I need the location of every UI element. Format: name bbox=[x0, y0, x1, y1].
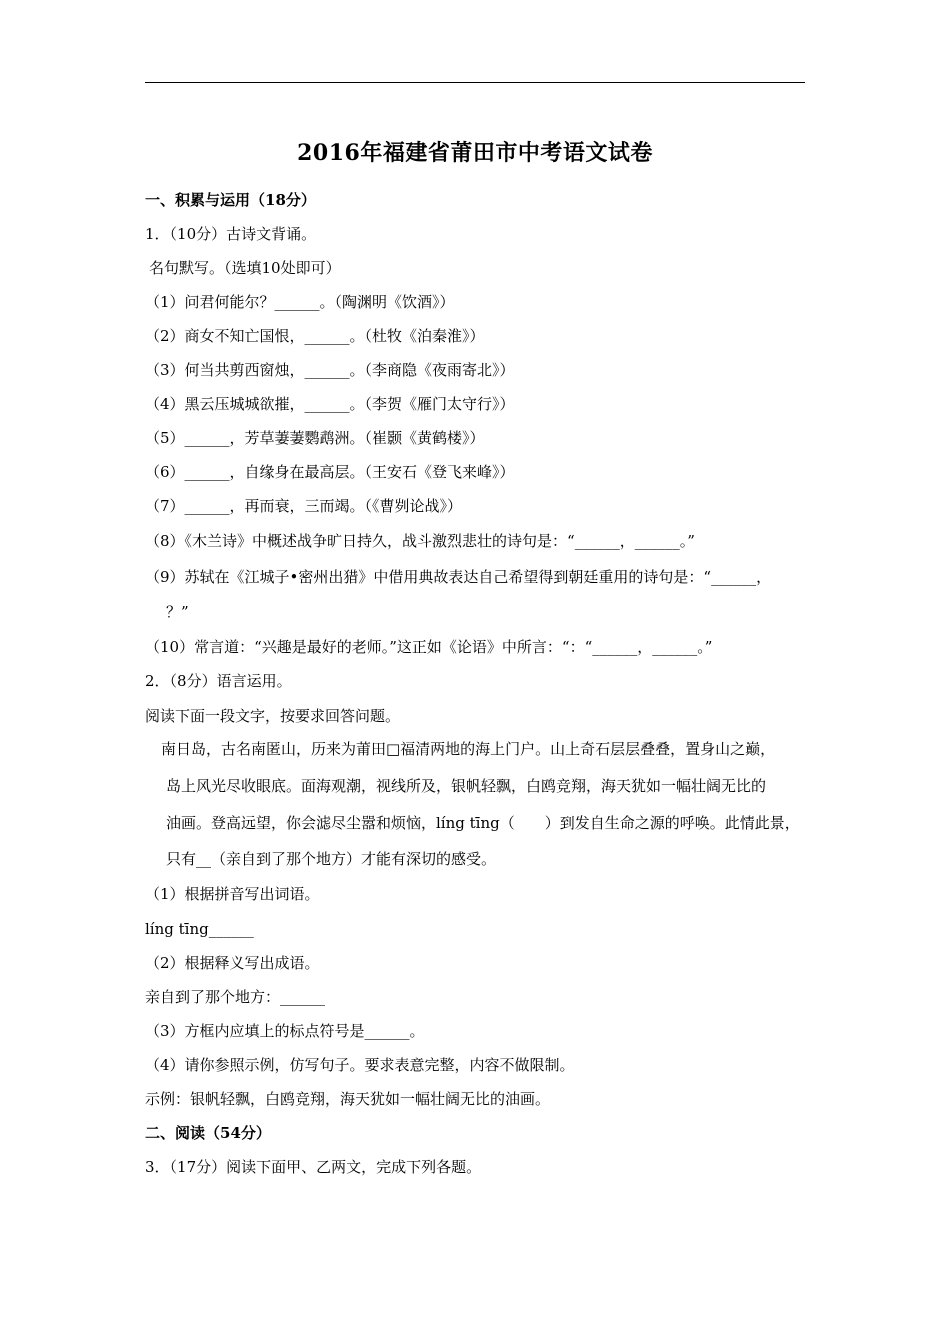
sub-question-2: （2）根据释义写出成语。 bbox=[145, 954, 320, 972]
recitation-item: （3）何当共剪西窗烛，______。（李商隐《夜雨寄北》） bbox=[145, 361, 515, 379]
passage-line: 南日岛，古名南匿山，历来为莆田□福清两地的海上门户。山上奇石层层叠叠，置身山之巅， bbox=[161, 740, 776, 758]
passage-line: 只有__（亲自到了那个地方）才能有深切的感受。 bbox=[166, 850, 497, 868]
sub-question-1-answer: líng tīng______ bbox=[145, 920, 254, 938]
recitation-item-continuation: ？” bbox=[166, 603, 189, 621]
recitation-item: （7）______，再而衰，三而竭。（《曹刿论战》） bbox=[145, 497, 463, 515]
header-rule bbox=[145, 82, 805, 83]
sub-question-4: （4）请你参照示例，仿写句子。要求表意完整，内容不做限制。 bbox=[145, 1056, 575, 1074]
recitation-item: （5）______，芳草萋萋鹦鹉洲。（崔颢《黄鹤楼》） bbox=[145, 429, 485, 447]
page-title: 2016年福建省莆田市中考语文试卷 bbox=[297, 140, 653, 166]
passage-line: 油画。登高远望，你会滤尽尘嚣和烦恼，líng tīng（ ）到发自生命之源的呼唤。此情此景， bbox=[166, 814, 800, 832]
sub-question-3: （3）方框内应填上的标点符号是______。 bbox=[145, 1022, 425, 1040]
question-2-instruction: 阅读下面一段文字，按要求回答问题。 bbox=[145, 707, 401, 725]
question-2-header: 2．（8分）语言运用。 bbox=[145, 672, 292, 690]
question-1-header: 1．（10分）古诗文背诵。 bbox=[145, 225, 317, 243]
question-1-instruction: 名句默写。（选填10处即可） bbox=[149, 259, 341, 277]
sub-question-1: （1）根据拼音写出词语。 bbox=[145, 885, 320, 903]
section-heading-accumulation: 一、积累与运用（18分） bbox=[145, 191, 316, 209]
recitation-item: （9）苏轼在《江城子•密州出猎》中借用典故表达自己希望得到朝廷重用的诗句是：“______， bbox=[145, 568, 772, 586]
passage-line: 岛上风光尽收眼底。面海观潮，视线所及，银帆轻飘，白鸥竞翔，海天犹如一幅壮阔无比的 bbox=[166, 777, 767, 795]
recitation-item: （6）______，自缘身在最高层。（王安石《登飞来峰》） bbox=[145, 463, 515, 481]
example-sentence: 示例：银帆轻飘，白鸥竞翔，海天犹如一幅壮阔无比的油画。 bbox=[145, 1090, 551, 1108]
recitation-item: （4）黑云压城城欲摧，______。（李贺《雁门太守行》） bbox=[145, 395, 515, 413]
recitation-item: （8）《木兰诗》中概述战争旷日持久，战斗激烈悲壮的诗句是：“______，______。” bbox=[145, 532, 695, 550]
recitation-item: （1）问君何能尔？______。（陶渊明《饮酒》） bbox=[145, 293, 455, 311]
recitation-item: （10）常言道：“兴趣是最好的老师。”这正如《论语》中所言：“：“______，______。” bbox=[145, 638, 713, 656]
section-heading-reading: 二、阅读（54分） bbox=[145, 1124, 271, 1142]
sub-question-2-answer: 亲自到了那个地方：______ bbox=[145, 988, 326, 1006]
recitation-item: （2）商女不知亡国恨，______。（杜牧《泊秦淮》） bbox=[145, 327, 485, 345]
question-3-header: 3．（17分）阅读下面甲、乙两文，完成下列各题。 bbox=[145, 1158, 482, 1176]
